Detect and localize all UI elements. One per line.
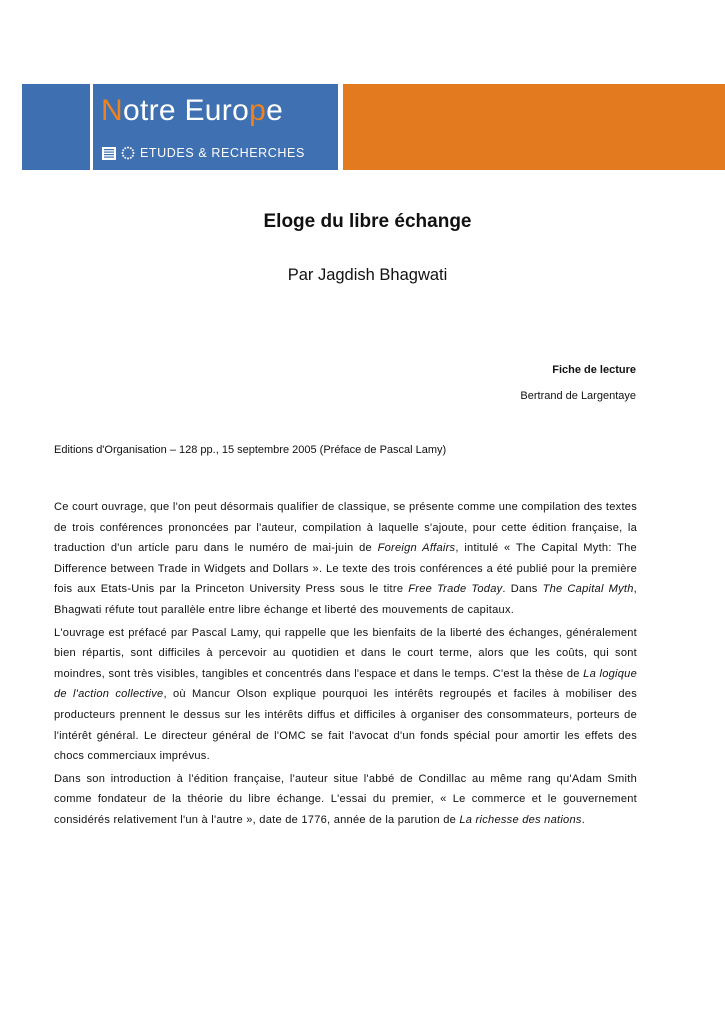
document-icon: [102, 147, 116, 160]
banner-left-block: [22, 84, 90, 170]
reviewer-name: Bertrand de Largentaye: [520, 390, 636, 402]
logo-subtitle: ETUDES & RECHERCHES: [140, 146, 305, 160]
banner-orange-block: [343, 84, 725, 170]
reading-sheet-label: Fiche de lecture: [552, 364, 636, 376]
logo-subtitle-row: [102, 145, 305, 161]
eu-stars-icon: [121, 146, 135, 160]
paragraph-3: Dans son introduction à l'édition française, l'auteur situe l'abbé de Condillac au même rang qu'Adam Smith comme fondateur de la théorie du libre échange. L'essai du premier, « Le commerce et le gouvernement considérés relativement l'un à l'autre », date de 1776, année de la parution de La richesse des nations.: [54, 772, 637, 826]
logo-title: Notre Europe: [101, 94, 284, 127]
body-text: [54, 497, 637, 833]
paragraph-2: L'ouvrage est préfacé par Pascal Lamy, qui rappelle que les bienfaits de la liberté des échanges, généralement bien répartis, sont difficiles à percevoir au quotidien et dans le court terme, alors que les coûts, qui sont moindres, sont très visibles, tangibles et concentrés dans l'espace et dans le temps. C'est la thèse de La logique de l'action collective, où Mancur Olson explique pourquoi les intérêts regroupés et faciles à mobiliser des producteurs prennent le dessus sur les intérêts diffus et difficiles à organiser des consommateurs, porteurs de l'intérêt général. Le directeur général de l'OMC se fait l'avocat d'un fonds spécial pour amortir les effets des chocs commerciaux imprévus.: [54, 626, 638, 763]
document-title: Eloge du libre échange: [263, 211, 472, 232]
notre-europe-logo: [93, 84, 338, 170]
publication-info: Editions d'Organisation – 128 pp., 15 septembre 2005 (Préface de Pascal Lamy): [54, 444, 447, 456]
document-author: Par Jagdish Bhagwati: [287, 266, 448, 284]
paragraph-1: Ce court ouvrage, que l'on peut désormais qualifier de classique, se présente comme une compilation des textes de trois conférences prononcées par l'auteur, compilation à laquelle s'ajoute, pour cette édition française, la traduction d'un article paru dans le numéro de mai-juin de Foreign Affairs, intitulé « The Capital Myth: The Difference between Trade in Widgets and Dollars ». Le texte des trois conférences a été publié pour la première fois aux Etats-Unis par la Princeton University Press sous le titre Free Trade Today. Dans The Capital Myth, Bhagwati réfute tout parallèle entre libre échange et liberté des mouvements de capitaux.: [54, 501, 638, 616]
